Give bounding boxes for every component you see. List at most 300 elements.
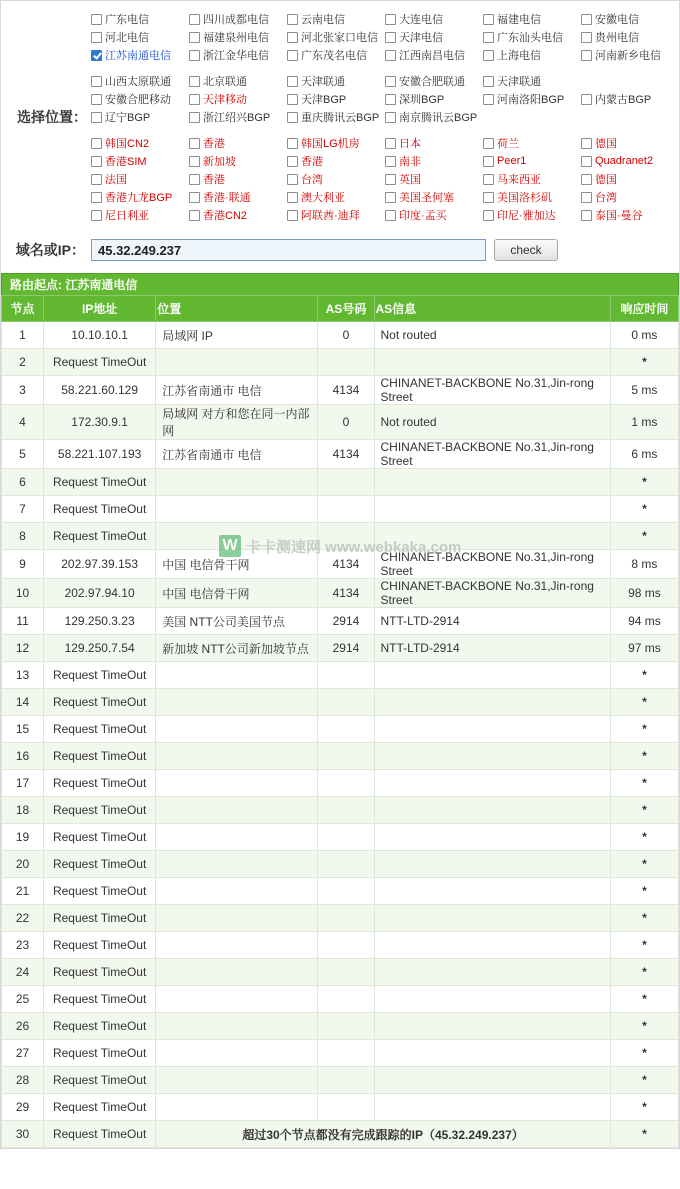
- location-option-label: 印度·孟买: [399, 210, 447, 222]
- location-option[interactable]: [287, 171, 385, 187]
- location-checkbox[interactable]: [385, 32, 396, 43]
- location-option[interactable]: [287, 47, 385, 63]
- location-checkbox[interactable]: [189, 138, 200, 149]
- location-option[interactable]: [287, 153, 385, 169]
- cell-as-info: [374, 824, 610, 851]
- cell-response-time: *: [610, 716, 678, 743]
- location-option[interactable]: [189, 109, 287, 125]
- cell-location: [156, 689, 318, 716]
- location-option-label: 内蒙古BGP: [595, 94, 652, 106]
- location-option-label: 美国圣何塞: [399, 192, 454, 204]
- cell-location: [156, 662, 318, 689]
- location-checkbox[interactable]: [581, 192, 592, 203]
- location-option[interactable]: [385, 189, 483, 205]
- cell-as-info: CHINANET-BACKBONE No.31,Jin-rong Street: [374, 376, 610, 405]
- location-option[interactable]: [385, 29, 483, 45]
- cell-ip: Request TimeOut: [44, 689, 156, 716]
- location-checkbox[interactable]: [91, 192, 102, 203]
- cell-as-number: [318, 496, 374, 523]
- location-checkbox[interactable]: [483, 138, 494, 149]
- location-option-label: 福建泉州电信: [203, 32, 269, 44]
- table-row: [2, 878, 679, 905]
- cell-ip: Request TimeOut: [44, 770, 156, 797]
- cell-response-time: *: [610, 905, 678, 932]
- cell-node: 8: [2, 523, 44, 550]
- location-selector-label: 选择位置：: [17, 109, 87, 125]
- location-row: [91, 109, 679, 125]
- cell-location: 中国 电信骨干网: [156, 579, 318, 608]
- location-checkbox[interactable]: [581, 50, 592, 61]
- location-option[interactable]: [483, 47, 581, 63]
- location-option[interactable]: [91, 109, 189, 125]
- location-option[interactable]: [287, 11, 385, 27]
- cell-as-number: 4134: [318, 550, 374, 579]
- location-option[interactable]: [91, 189, 189, 205]
- location-row: [91, 11, 679, 27]
- location-checkbox[interactable]: [581, 94, 592, 105]
- location-option-label: 大连电信: [399, 14, 443, 26]
- location-option-label: 浙江绍兴BGP: [203, 112, 271, 124]
- table-row: [2, 1013, 679, 1040]
- location-option[interactable]: [287, 207, 385, 223]
- location-option-label: 香港: [203, 138, 225, 150]
- cell-response-time: *: [610, 1067, 678, 1094]
- location-checkbox[interactable]: [385, 50, 396, 61]
- table-row: [2, 770, 679, 797]
- table-row: [2, 1121, 679, 1148]
- location-option[interactable]: [483, 73, 581, 89]
- location-option[interactable]: [91, 207, 189, 223]
- location-checkbox[interactable]: [385, 138, 396, 149]
- query-bar: [1, 229, 679, 273]
- location-row: [91, 207, 679, 223]
- cell-as-info: [374, 469, 610, 496]
- cell-node: 10: [2, 579, 44, 608]
- location-checkbox[interactable]: [483, 50, 494, 61]
- location-checkbox[interactable]: [385, 192, 396, 203]
- location-option[interactable]: [189, 207, 287, 223]
- cell-response-time: *: [610, 523, 678, 550]
- row-spacer: [91, 65, 679, 73]
- location-option-label: 河北电信: [105, 32, 149, 44]
- location-option[interactable]: [91, 73, 189, 89]
- cell-as-info: [374, 496, 610, 523]
- table-row: [2, 579, 679, 608]
- location-checkbox[interactable]: [287, 76, 298, 87]
- location-option[interactable]: [91, 153, 189, 169]
- cell-as-info: Not routed: [374, 322, 610, 349]
- location-option[interactable]: [581, 135, 679, 151]
- location-checkbox[interactable]: [91, 112, 102, 123]
- location-option[interactable]: [581, 171, 679, 187]
- cell-as-number: [318, 662, 374, 689]
- location-checkbox[interactable]: [189, 14, 200, 25]
- location-checkbox[interactable]: [287, 94, 298, 105]
- cell-location: 局域网 IP: [156, 322, 318, 349]
- location-option-label: 马来西亚: [497, 174, 541, 186]
- location-checkbox[interactable]: [385, 112, 396, 123]
- cell-node: 3: [2, 376, 44, 405]
- location-checkbox[interactable]: [581, 32, 592, 43]
- cell-ip: Request TimeOut: [44, 523, 156, 550]
- cell-as-number: [318, 932, 374, 959]
- cell-node: 16: [2, 743, 44, 770]
- location-checkbox[interactable]: [385, 14, 396, 25]
- location-option-label: Peer1: [497, 155, 527, 167]
- location-option-label: 韩国CN2: [105, 138, 150, 150]
- cell-ip: 10.10.10.1: [44, 322, 156, 349]
- cell-node: 23: [2, 932, 44, 959]
- cell-node: 24: [2, 959, 44, 986]
- location-option-label: 印尼·雅加达: [497, 210, 556, 222]
- table-row: [2, 851, 679, 878]
- table-row: [2, 635, 679, 662]
- location-option-label: 辽宁BGP: [105, 112, 151, 124]
- cell-ip: 58.221.107.193: [44, 440, 156, 469]
- location-option[interactable]: [483, 29, 581, 45]
- cell-as-number: 4134: [318, 376, 374, 405]
- location-option-label: 云南电信: [301, 14, 345, 26]
- location-option[interactable]: [581, 11, 679, 27]
- location-option[interactable]: [287, 135, 385, 151]
- cell-response-time: *: [610, 878, 678, 905]
- location-checkbox[interactable]: [91, 76, 102, 87]
- location-checkbox[interactable]: [483, 210, 494, 221]
- cell-as-number: 2914: [318, 635, 374, 662]
- cell-response-time: *: [610, 770, 678, 797]
- location-checkbox[interactable]: [287, 50, 298, 61]
- location-checkbox[interactable]: [287, 14, 298, 25]
- cell-ip: Request TimeOut: [44, 1067, 156, 1094]
- cell-ip: 129.250.3.23: [44, 608, 156, 635]
- cell-ip: Request TimeOut: [44, 743, 156, 770]
- cell-as-number: [318, 1094, 374, 1121]
- location-option-label: 安徽合肥联通: [399, 76, 465, 88]
- location-option-label: 广东电信: [105, 14, 149, 26]
- cell-as-info: [374, 959, 610, 986]
- location-checkbox[interactable]: [91, 50, 102, 61]
- location-option[interactable]: [581, 91, 679, 107]
- table-row: [2, 1040, 679, 1067]
- location-row: [91, 91, 679, 107]
- cell-response-time: *: [610, 662, 678, 689]
- location-option[interactable]: [287, 91, 385, 107]
- cell-location: [156, 523, 318, 550]
- location-checkbox[interactable]: [287, 174, 298, 185]
- location-option-label: 香港CN2: [203, 210, 248, 222]
- cell-as-info: [374, 716, 610, 743]
- location-option[interactable]: [91, 47, 189, 63]
- table-row: [2, 496, 679, 523]
- location-option[interactable]: [385, 207, 483, 223]
- location-checkbox[interactable]: [91, 94, 102, 105]
- cell-location: 中国 电信骨干网: [156, 550, 318, 579]
- table-row: [2, 986, 679, 1013]
- cell-location: [156, 349, 318, 376]
- cell-ip: 202.97.94.10: [44, 579, 156, 608]
- location-option-label: 山西太原联通: [105, 76, 171, 88]
- location-checkbox[interactable]: [483, 156, 494, 167]
- cell-response-time: 97 ms: [610, 635, 678, 662]
- location-checkbox[interactable]: [483, 32, 494, 43]
- location-option[interactable]: [581, 47, 679, 63]
- location-option[interactable]: [287, 109, 385, 125]
- location-checkbox[interactable]: [287, 210, 298, 221]
- table-row: [2, 689, 679, 716]
- location-checkbox[interactable]: [91, 210, 102, 221]
- location-checkbox[interactable]: [483, 76, 494, 87]
- cell-as-number: [318, 770, 374, 797]
- location-option[interactable]: [581, 207, 679, 223]
- location-option-label: 天津BGP: [301, 94, 347, 106]
- location-option[interactable]: [91, 91, 189, 107]
- location-checkbox[interactable]: [189, 112, 200, 123]
- cell-as-info: [374, 851, 610, 878]
- cell-as-info: [374, 689, 610, 716]
- location-option[interactable]: [91, 29, 189, 45]
- cell-response-time: *: [610, 496, 678, 523]
- location-option-label: 香港SIM: [105, 156, 147, 168]
- domain-or-ip-input[interactable]: [91, 239, 486, 261]
- location-option[interactable]: [581, 155, 679, 167]
- cell-as-info: CHINANET-BACKBONE No.31,Jin-rong Street: [374, 579, 610, 608]
- location-checkbox[interactable]: [189, 174, 200, 185]
- location-option-label: 法国: [105, 174, 127, 186]
- location-checkbox[interactable]: [287, 192, 298, 203]
- location-checkbox[interactable]: [287, 112, 298, 123]
- location-checkbox[interactable]: [581, 156, 592, 167]
- cell-ip: Request TimeOut: [44, 716, 156, 743]
- table-row: [2, 322, 679, 349]
- location-option-label: 日本: [399, 138, 421, 150]
- cell-location: [156, 959, 318, 986]
- cell-ip: Request TimeOut: [44, 662, 156, 689]
- cell-ip: 58.221.60.129: [44, 376, 156, 405]
- location-option[interactable]: [385, 47, 483, 63]
- location-option[interactable]: [189, 11, 287, 27]
- location-checkbox[interactable]: [189, 192, 200, 203]
- location-option[interactable]: [91, 171, 189, 187]
- cell-node: 17: [2, 770, 44, 797]
- location-option-label: 北京联通: [203, 76, 247, 88]
- cell-node: 18: [2, 797, 44, 824]
- table-header-row: [2, 296, 679, 322]
- cell-as-info: [374, 986, 610, 1013]
- location-checkbox[interactable]: [189, 94, 200, 105]
- location-checkbox[interactable]: [385, 156, 396, 167]
- location-option[interactable]: [287, 73, 385, 89]
- location-option[interactable]: [385, 153, 483, 169]
- location-option[interactable]: [189, 91, 287, 107]
- cell-response-time: 6 ms: [610, 440, 678, 469]
- location-option-label: 香港·联通: [203, 192, 251, 204]
- table-row: [2, 376, 679, 405]
- location-checkbox[interactable]: [581, 14, 592, 25]
- location-checkbox[interactable]: [483, 14, 494, 25]
- cell-node: 11: [2, 608, 44, 635]
- location-option[interactable]: [189, 153, 287, 169]
- cell-as-info: Not routed: [374, 405, 610, 440]
- location-checkbox[interactable]: [287, 138, 298, 149]
- location-option[interactable]: [385, 171, 483, 187]
- cell-node: 28: [2, 1067, 44, 1094]
- location-option[interactable]: [91, 135, 189, 151]
- location-checkbox[interactable]: [91, 138, 102, 149]
- cell-as-number: [318, 851, 374, 878]
- cell-as-info: [374, 770, 610, 797]
- cell-location: [156, 986, 318, 1013]
- location-option[interactable]: [189, 29, 287, 45]
- location-checkbox[interactable]: [91, 174, 102, 185]
- location-checkbox[interactable]: [581, 210, 592, 221]
- location-checkbox[interactable]: [581, 138, 592, 149]
- location-checkbox[interactable]: [189, 50, 200, 61]
- location-checkbox[interactable]: [189, 156, 200, 167]
- location-checkbox[interactable]: [91, 14, 102, 25]
- location-option[interactable]: [483, 189, 581, 205]
- location-option[interactable]: [483, 11, 581, 27]
- cell-ip: 202.97.39.153: [44, 550, 156, 579]
- cell-as-number: [318, 1013, 374, 1040]
- location-option[interactable]: [581, 189, 679, 205]
- cell-as-number: 2914: [318, 608, 374, 635]
- cell-node: 15: [2, 716, 44, 743]
- cell-response-time: *: [610, 1121, 678, 1148]
- cell-as-number: 4134: [318, 579, 374, 608]
- location-option[interactable]: [189, 47, 287, 63]
- column-header-response-time: 响应时间: [610, 296, 678, 322]
- table-row: [2, 523, 679, 550]
- location-option-label: 广东汕头电信: [497, 32, 563, 44]
- location-option[interactable]: [189, 171, 287, 187]
- cell-location: 江苏省南通市 电信: [156, 440, 318, 469]
- table-row: [2, 959, 679, 986]
- cell-location: [156, 716, 318, 743]
- location-option[interactable]: [385, 73, 483, 89]
- table-row: [2, 797, 679, 824]
- location-checkbox[interactable]: [385, 174, 396, 185]
- location-option[interactable]: [483, 155, 581, 167]
- location-option-label: 福建电信: [497, 14, 541, 26]
- cell-response-time: *: [610, 1013, 678, 1040]
- cell-location: [156, 1094, 318, 1121]
- location-option-label: 安徽电信: [595, 14, 639, 26]
- location-option-label: 泰国·曼谷: [595, 210, 643, 222]
- location-option-label: Quadranet2: [595, 155, 654, 167]
- cell-response-time: 1 ms: [610, 405, 678, 440]
- location-option[interactable]: [287, 189, 385, 205]
- location-checkbox[interactable]: [385, 94, 396, 105]
- cell-as-info: [374, 1013, 610, 1040]
- location-checkbox[interactable]: [91, 156, 102, 167]
- cell-as-number: [318, 1067, 374, 1094]
- location-option-label: 香港: [203, 174, 225, 186]
- location-option[interactable]: [483, 207, 581, 223]
- cell-ip: Request TimeOut: [44, 469, 156, 496]
- location-option-label: 南非: [399, 156, 421, 168]
- location-option[interactable]: [189, 73, 287, 89]
- cell-as-number: [318, 959, 374, 986]
- location-option[interactable]: [385, 109, 483, 125]
- location-option[interactable]: [483, 135, 581, 151]
- location-option[interactable]: [189, 189, 287, 205]
- location-row: [91, 135, 679, 151]
- row-spacer: [91, 127, 679, 135]
- table-row: [2, 469, 679, 496]
- cell-response-time: *: [610, 689, 678, 716]
- location-option-label: 河北张家口电信: [301, 32, 378, 44]
- cell-location: 美国 NTT公司美国节点: [156, 608, 318, 635]
- cell-ip: Request TimeOut: [44, 1094, 156, 1121]
- location-checkbox[interactable]: [189, 32, 200, 43]
- location-option[interactable]: [189, 135, 287, 151]
- cell-response-time: *: [610, 1094, 678, 1121]
- table-row: [2, 608, 679, 635]
- cell-node: 14: [2, 689, 44, 716]
- location-checkbox[interactable]: [483, 94, 494, 105]
- table-row: [2, 440, 679, 469]
- location-checkbox[interactable]: [189, 210, 200, 221]
- location-checkbox[interactable]: [385, 210, 396, 221]
- cell-location: [156, 469, 318, 496]
- location-checkbox[interactable]: [189, 76, 200, 87]
- cell-as-number: 0: [318, 405, 374, 440]
- location-option[interactable]: [91, 11, 189, 27]
- cell-as-number: [318, 689, 374, 716]
- cell-location: [156, 770, 318, 797]
- check-button[interactable]: check: [494, 239, 558, 261]
- cell-node: 2: [2, 349, 44, 376]
- cell-node: 5: [2, 440, 44, 469]
- table-row: [2, 1094, 679, 1121]
- location-checkbox[interactable]: [483, 192, 494, 203]
- location-option[interactable]: [581, 29, 679, 45]
- cell-ip: Request TimeOut: [44, 824, 156, 851]
- cell-ip: Request TimeOut: [44, 349, 156, 376]
- location-option-label: 南京腾讯云BGP: [399, 112, 478, 124]
- cell-ip: Request TimeOut: [44, 1040, 156, 1067]
- cell-ip: Request TimeOut: [44, 1121, 156, 1148]
- location-option[interactable]: [385, 11, 483, 27]
- location-option[interactable]: [385, 91, 483, 107]
- cell-ip: 172.30.9.1: [44, 405, 156, 440]
- cell-as-number: [318, 797, 374, 824]
- column-header-location: 位置: [156, 296, 318, 322]
- location-checkbox[interactable]: [385, 76, 396, 87]
- location-option[interactable]: [483, 171, 581, 187]
- cell-as-info: [374, 932, 610, 959]
- location-checkbox[interactable]: [287, 156, 298, 167]
- cell-as-number: [318, 905, 374, 932]
- location-option-label: 贵州电信: [595, 32, 639, 44]
- cell-response-time: 5 ms: [610, 376, 678, 405]
- cell-ip: Request TimeOut: [44, 878, 156, 905]
- location-option[interactable]: [385, 135, 483, 151]
- location-option[interactable]: [483, 91, 581, 107]
- location-checkbox[interactable]: [91, 32, 102, 43]
- cell-as-number: [318, 469, 374, 496]
- location-checkbox[interactable]: [287, 32, 298, 43]
- location-checkbox[interactable]: [581, 174, 592, 185]
- cell-node: 26: [2, 1013, 44, 1040]
- column-header-node: 节点: [2, 296, 44, 322]
- cell-ip: 129.250.7.54: [44, 635, 156, 662]
- cell-node: 22: [2, 905, 44, 932]
- location-option-label: 江西南昌电信: [399, 50, 465, 62]
- location-option[interactable]: [287, 29, 385, 45]
- cell-response-time: *: [610, 986, 678, 1013]
- location-checkbox[interactable]: [483, 174, 494, 185]
